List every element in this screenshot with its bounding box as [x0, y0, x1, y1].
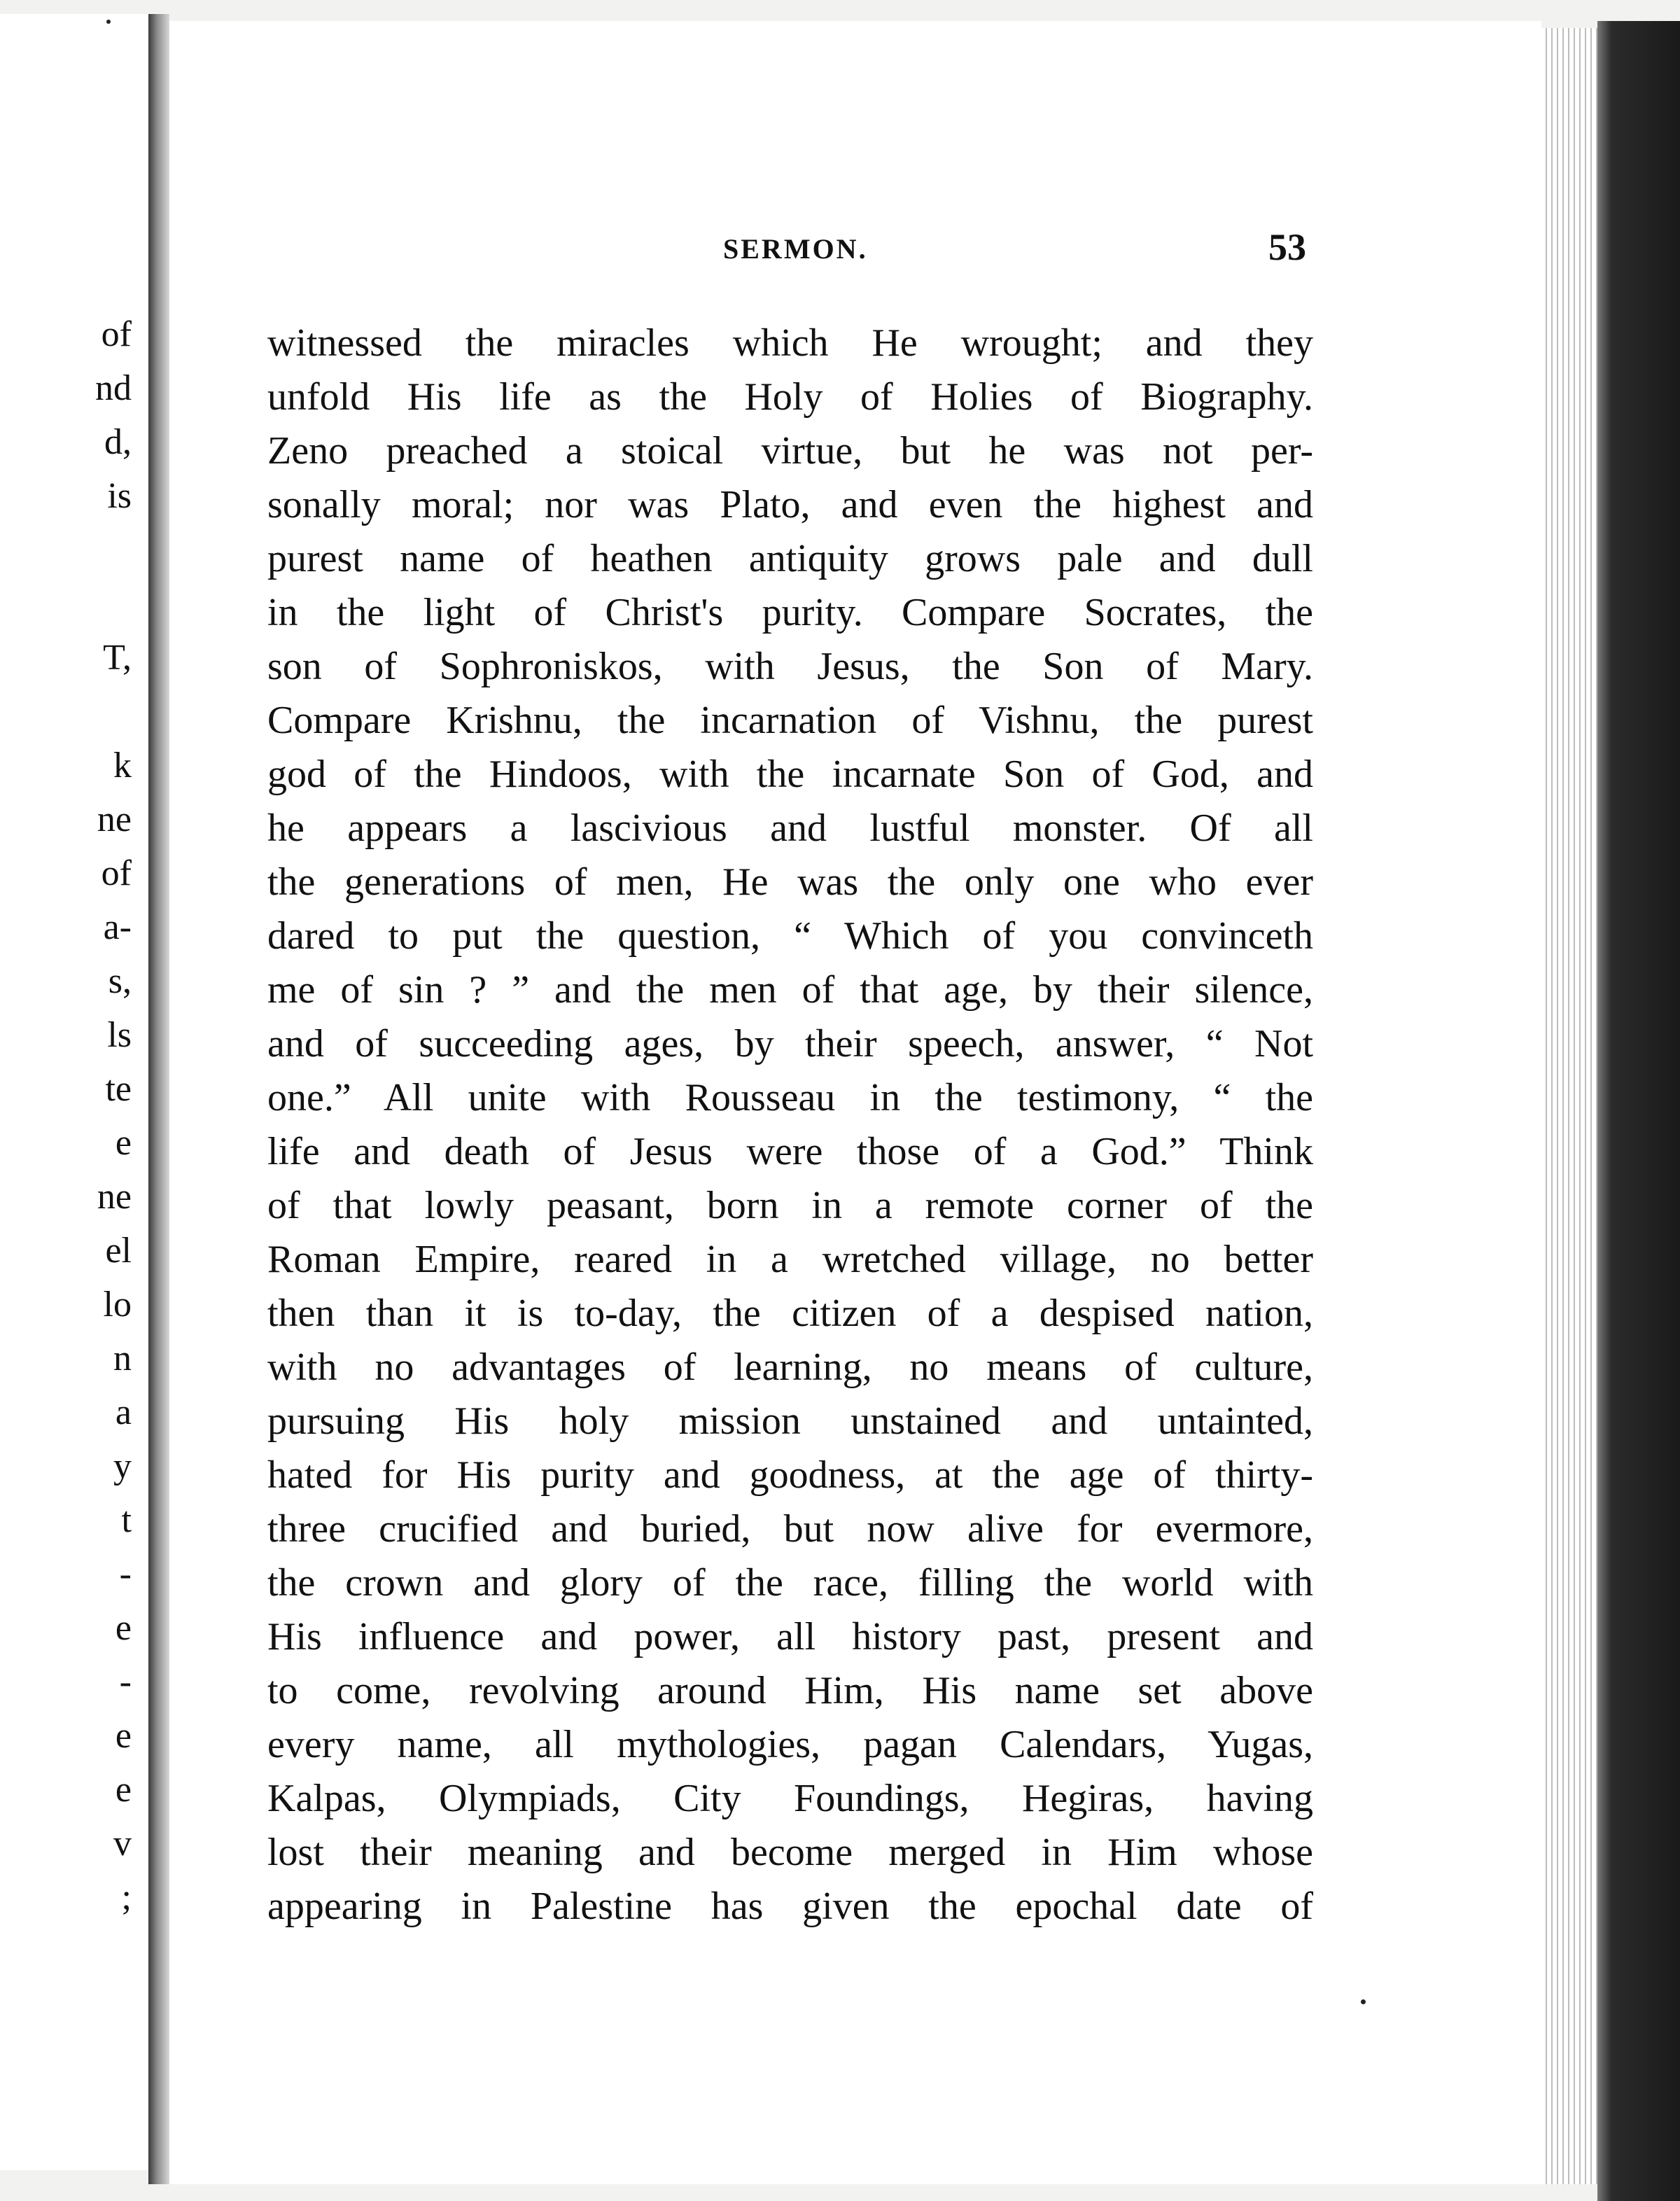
text-line: he appears a lascivious and lustful monster. Of all: [267, 806, 1313, 850]
left-page-line-fragment: -: [119, 1662, 132, 1702]
page-edges: [1541, 28, 1597, 2184]
text-line: Roman Empire, reared in a wretched village, no better: [267, 1238, 1313, 1281]
text-line: and of succeeding ages, by their speech, answer, “ Not: [267, 1022, 1313, 1065]
text-line: Kalpas, Olympiads, City Foundings, Hegiras, having: [267, 1777, 1313, 1820]
text-line: to come, revolving around Him, His name set above: [267, 1669, 1313, 1712]
page-number: 53: [1268, 226, 1306, 268]
text-line: in the light of Christ's purity. Compare Socrates, the: [267, 591, 1313, 634]
print-speck: [1646, 939, 1652, 945]
text-line: of that lowly peasant, born in a remote corner of the: [267, 1184, 1313, 1227]
text-line: Zeno preached a stoical virtue, but he was not per-: [267, 429, 1313, 473]
text-line: the crown and glory of the race, filling the world with: [267, 1561, 1313, 1605]
left-page-line-fragment: n: [113, 1339, 132, 1378]
left-page-line-fragment: e: [115, 1123, 132, 1163]
text-line: witnessed the miracles which He wrought; and they: [267, 321, 1313, 365]
left-page-line-fragment: -: [119, 1554, 132, 1594]
left-page-line-fragment: a-: [103, 907, 132, 947]
left-page-line-fragment: v: [113, 1824, 132, 1864]
text-line: every name, all mythologies, pagan Calendars, Yugas,: [267, 1723, 1313, 1766]
text-line: purest name of heathen antiquity grows pale and dull: [267, 537, 1313, 580]
left-page-line-fragment: s,: [108, 961, 132, 1001]
text-line: god of the Hindoos, with the incarnate Son of God, and: [267, 753, 1313, 796]
text-line: lost their meaning and become merged in Him whose: [267, 1831, 1313, 1874]
text-line: hated for His purity and goodness, at the age of thirty-: [267, 1453, 1313, 1497]
left-page-line-fragment: ne: [97, 799, 132, 839]
left-page-line-fragment: y: [113, 1446, 132, 1486]
running-head: SERMON.: [723, 233, 868, 265]
text-line: then than it is to-day, the citizen of a despised nation,: [267, 1292, 1313, 1335]
left-page-line-fragment: T,: [103, 638, 132, 678]
left-page-line-fragment: t: [121, 1500, 132, 1540]
left-page-line-fragment: e: [115, 1770, 132, 1810]
text-line: appearing in Palestine has given the epochal date of: [267, 1885, 1313, 1928]
text-line: His influence and power, all history past, present and: [267, 1615, 1313, 1658]
text-line: one.” All unite with Rousseau in the testimony, “ the: [267, 1076, 1313, 1119]
left-page-line-fragment: a: [115, 1392, 132, 1432]
text-line: unfold His life as the Holy of Holies of Biography.: [267, 375, 1313, 419]
print-speck: [1361, 1999, 1366, 2004]
text-line: pursuing His holy mission unstained and untainted,: [267, 1399, 1313, 1443]
text-line: Compare Krishnu, the incarnation of Vishnu, the purest: [267, 699, 1313, 742]
left-page-line-fragment: nd: [95, 368, 132, 408]
left-page-line-fragment: of: [101, 853, 132, 893]
left-page-line-fragment: ne: [97, 1177, 132, 1217]
left-page-line-fragment: k: [113, 746, 132, 785]
left-page-line-fragment: of: [101, 314, 132, 354]
left-page-line-fragment: is: [107, 476, 132, 516]
left-page-line-fragment: d,: [104, 422, 132, 462]
left-page-line-fragment: ls: [107, 1015, 132, 1055]
text-line: life and death of Jesus were those of a God.” Think: [267, 1130, 1313, 1173]
left-page-line-fragment: el: [105, 1231, 132, 1271]
text-line: me of sin ? ” and the men of that age, by their silence,: [267, 968, 1313, 1012]
text-line: the generations of men, He was the only one who ever: [267, 860, 1313, 904]
text-line: three crucified and buried, but now alive for evermore,: [267, 1507, 1313, 1551]
print-speck: [106, 20, 111, 24]
left-page-line-fragment: e: [115, 1716, 132, 1756]
text-line: dared to put the question, “ Which of you convinceth: [267, 914, 1313, 958]
text-line: with no advantages of learning, no means of culture,: [267, 1346, 1313, 1389]
book-cover-edge: [1597, 21, 1680, 2201]
text-line: son of Sophroniskos, with Jesus, the Son of Mary.: [267, 645, 1313, 688]
left-page-line-fragment: ;: [121, 1878, 132, 1917]
book-gutter: [148, 14, 169, 2184]
body-text: [267, 316, 1313, 1934]
text-line: sonally moral; nor was Plato, and even the highest and: [267, 483, 1313, 526]
left-page-line-fragment: e: [115, 1608, 132, 1648]
left-page-line-fragment: lo: [103, 1285, 132, 1325]
left-page-line-fragment: te: [105, 1069, 132, 1109]
left-page: [0, 14, 150, 2170]
